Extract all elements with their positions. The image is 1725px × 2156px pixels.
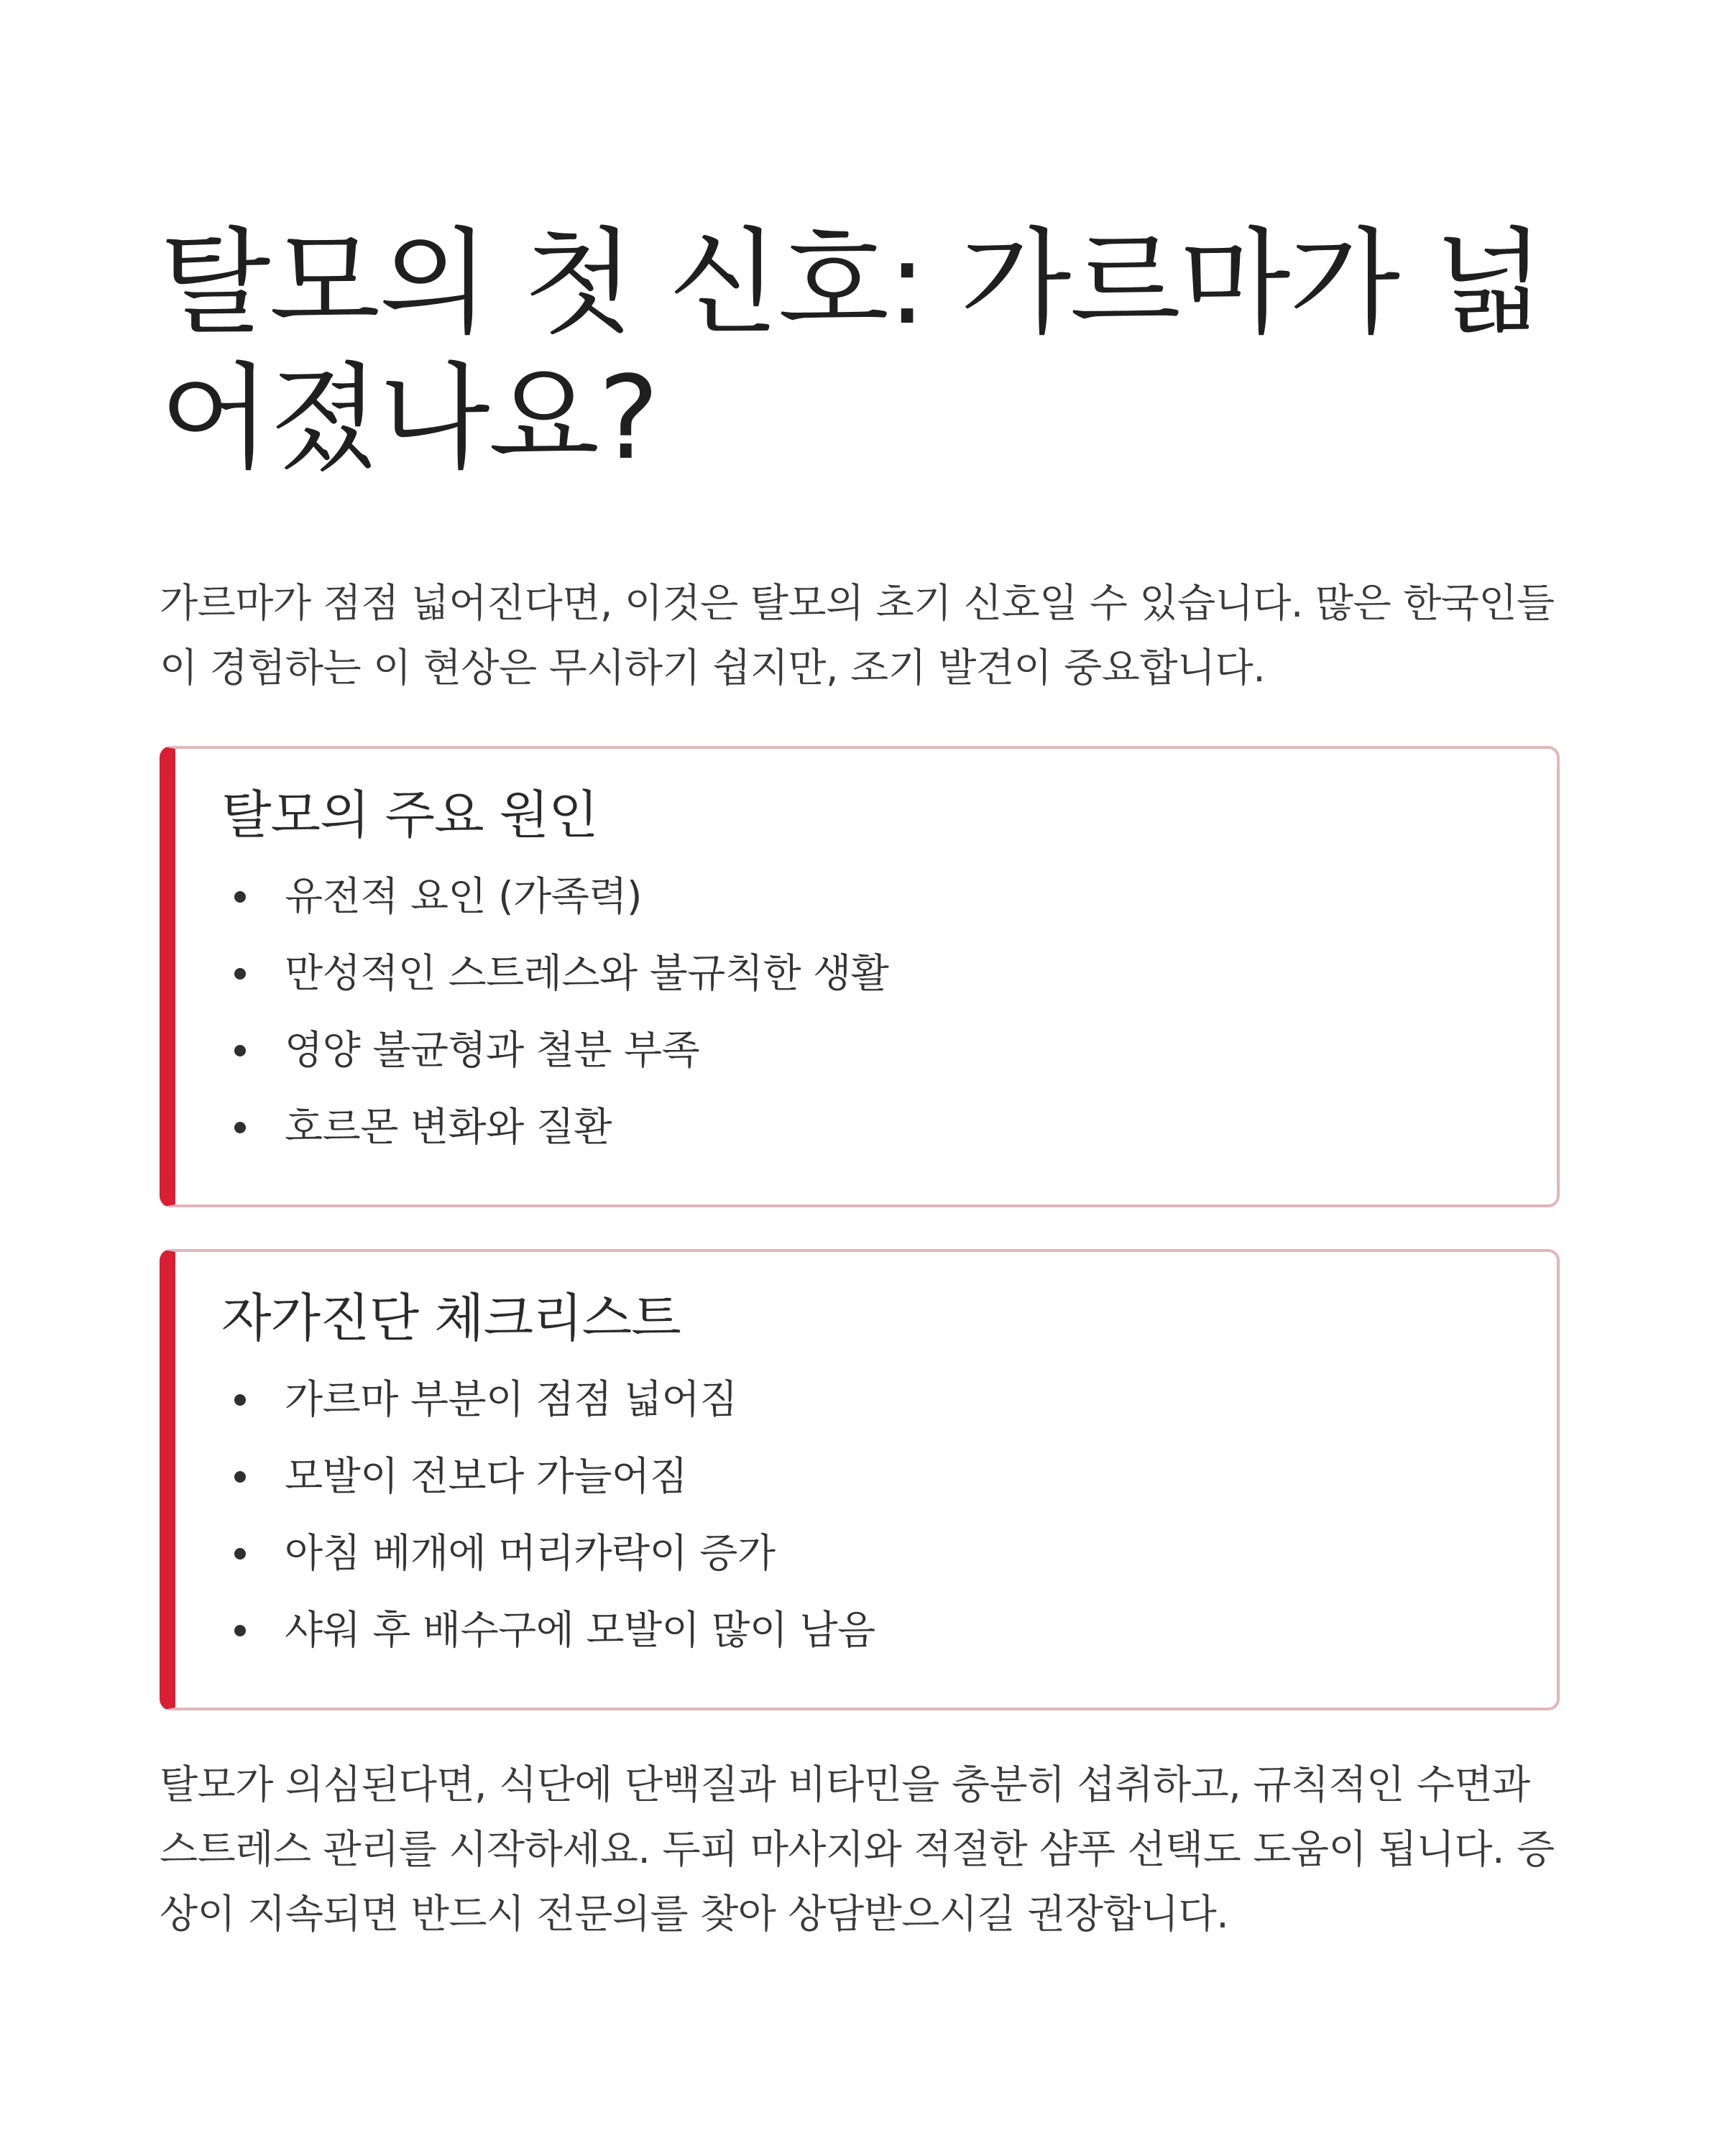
causes-heading: 탈모의 주요 원인 [221,785,598,845]
list-item [221,1438,1514,1515]
bullet-icon [234,1471,246,1483]
bullet-icon [234,968,246,980]
checklist-heading: 자가진단 체크리스트 [221,1288,681,1348]
list-item-text: 만성적인 스트레스와 불규칙한 생활 [285,950,889,996]
bullet-icon [234,1045,246,1056]
checklist-list [221,1361,1514,1669]
outro-paragraph: 탈모가 의심된다면, 식단에 단백질과 비타민을 충분히 섭취하고, 규칙적인 수면과 스트레스 관리를 시작하세요. 두피 마사지와 적절한 샴푸 선택도 도움이 됩니다. 증상이 지속되면 반드시 전문의를 찾아 상담받으시길 권장합니다. [160,1761,1555,1937]
list-item-text: 호르몬 변화와 질환 [285,1104,612,1150]
list-item [221,1592,1514,1669]
list-item [221,935,1514,1012]
page-title: 탈모의 첫 신호: 가르마가 넓어졌나요? [160,216,1544,485]
list-item-text: 샤워 후 배수구에 모발이 많이 남음 [285,1607,875,1653]
list-item [221,1361,1514,1438]
list-item-text: 가르마 부분이 점점 넓어짐 [285,1376,737,1422]
list-item-text: 유전적 요인 (가족력) [285,873,642,919]
bullet-icon [234,1122,246,1133]
list-item-text: 영양 불균형과 철분 부족 [285,1027,700,1073]
bullet-icon [234,1625,246,1636]
list-item-text: 모발이 전보다 가늘어짐 [285,1453,688,1499]
list-item [221,1515,1514,1592]
bullet-icon [234,1394,246,1406]
list-item-text: 아침 베개에 머리카락이 증가 [285,1530,776,1576]
list-item [221,1012,1514,1089]
list-item [221,858,1514,935]
causes-card [160,746,1560,1207]
list-item [221,1089,1514,1166]
checklist-card [160,1249,1560,1710]
bullet-icon [234,891,246,903]
causes-list [221,858,1514,1166]
intro-paragraph: 가르마가 점점 넓어진다면, 이것은 탈모의 초기 신호일 수 있습니다. 많은 한국인들이 경험하는 이 현상은 무시하기 쉽지만, 조기 발견이 중요합니다. [160,580,1555,691]
bullet-icon [234,1548,246,1560]
